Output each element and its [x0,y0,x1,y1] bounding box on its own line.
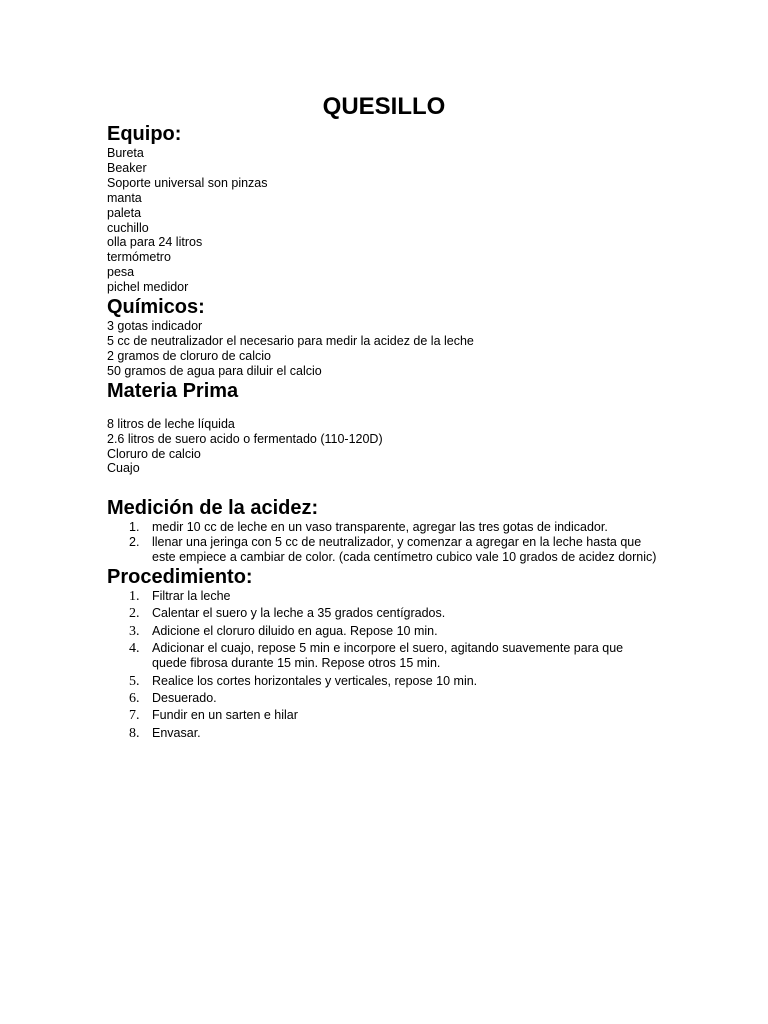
step-text: quede fibrosa durante 15 min. Repose otros 15 min. [152,656,441,671]
list-item [107,589,707,605]
step-text: Envasar. [152,725,201,740]
quimicos-list [107,319,707,379]
list-item [107,691,707,707]
step-text: Desuerado. [152,691,217,706]
materia-prima-heading: Materia Prima [107,379,239,402]
list-item: 50 gramos de agua para diluir el calcio [107,363,322,378]
list-item: Cuajo [107,461,140,476]
step-text: llenar una jeringa con 5 cc de neutralizador, y comenzar a agregar en la leche hasta que [152,535,642,550]
procedimiento-heading: Procedimiento: [107,566,253,589]
list-item: termómetro [107,250,171,265]
step-number: 3. [129,623,140,639]
step-text: Adicionar el cuajo, repose 5 min e incorpore el suero, agitando suavemente para que [152,640,624,655]
list-item [107,606,707,622]
medicion-steps [107,520,707,565]
list-item [107,535,707,565]
list-item: pichel medidor [107,280,189,295]
list-item: olla para 24 litros [107,235,203,250]
procedimiento-steps [107,589,707,741]
document-page [107,92,707,743]
step-number: 7. [129,708,140,724]
spacer [107,403,707,417]
step-text: Adicione el cloruro diluido en agua. Repose 10 min. [152,623,438,638]
step-number: 4. [129,640,140,656]
list-item [107,708,707,724]
list-item [107,520,707,535]
step-number: 8. [129,725,140,741]
list-item: Soporte universal son pinzas [107,175,268,190]
step-number: 1. [129,589,140,605]
list-item: cuchillo [107,220,149,235]
materia-prima-list [107,417,707,477]
list-item: 3 gotas indicador [107,319,203,334]
list-item [107,624,707,640]
step-text: Calentar el suero y la leche a 35 grados centígrados. [152,606,446,621]
step-number: 1. [129,520,140,535]
equipo-heading: Equipo: [107,123,182,145]
step-text: este empiece a cambiar de color. (cada centímetro cubico vale 10 grados de acidez dornic) [152,550,657,565]
step-text: medir 10 cc de leche en un vaso transparente, agregar las tres gotas de indicador. [152,520,608,535]
step-number: 2. [129,535,140,550]
step-text: Realice los cortes horizontales y verticales, repose 10 min. [152,673,478,688]
list-item [107,641,707,672]
step-text: Fundir en un sarten e hilar [152,708,298,723]
step-number: 5. [129,673,140,689]
quimicos-heading: Químicos: [107,296,205,319]
list-item [107,674,707,690]
list-item: manta [107,190,142,205]
medicion-heading: Medición de la acidez: [107,497,319,520]
step-number: 6. [129,691,140,707]
spacer [107,476,707,496]
list-item: 2.6 litros de suero acido o fermentado (110-120D) [107,431,383,446]
list-item: Bureta [107,146,144,160]
list-item: pesa [107,265,135,280]
list-item: Cloruro de calcio [107,446,201,461]
list-item [107,726,707,742]
list-item: 8 litros de leche líquida [107,416,235,431]
list-item: 5 cc de neutralizador el necesario para medir la acidez de la leche [107,333,474,348]
list-item: Beaker [107,160,147,175]
equipo-list [107,146,707,295]
document-title: QUESILLO [322,93,446,120]
step-text: Filtrar la leche [152,589,231,604]
list-item: 2 gramos de cloruro de calcio [107,348,271,363]
step-number: 2. [129,606,140,622]
list-item: paleta [107,205,142,220]
